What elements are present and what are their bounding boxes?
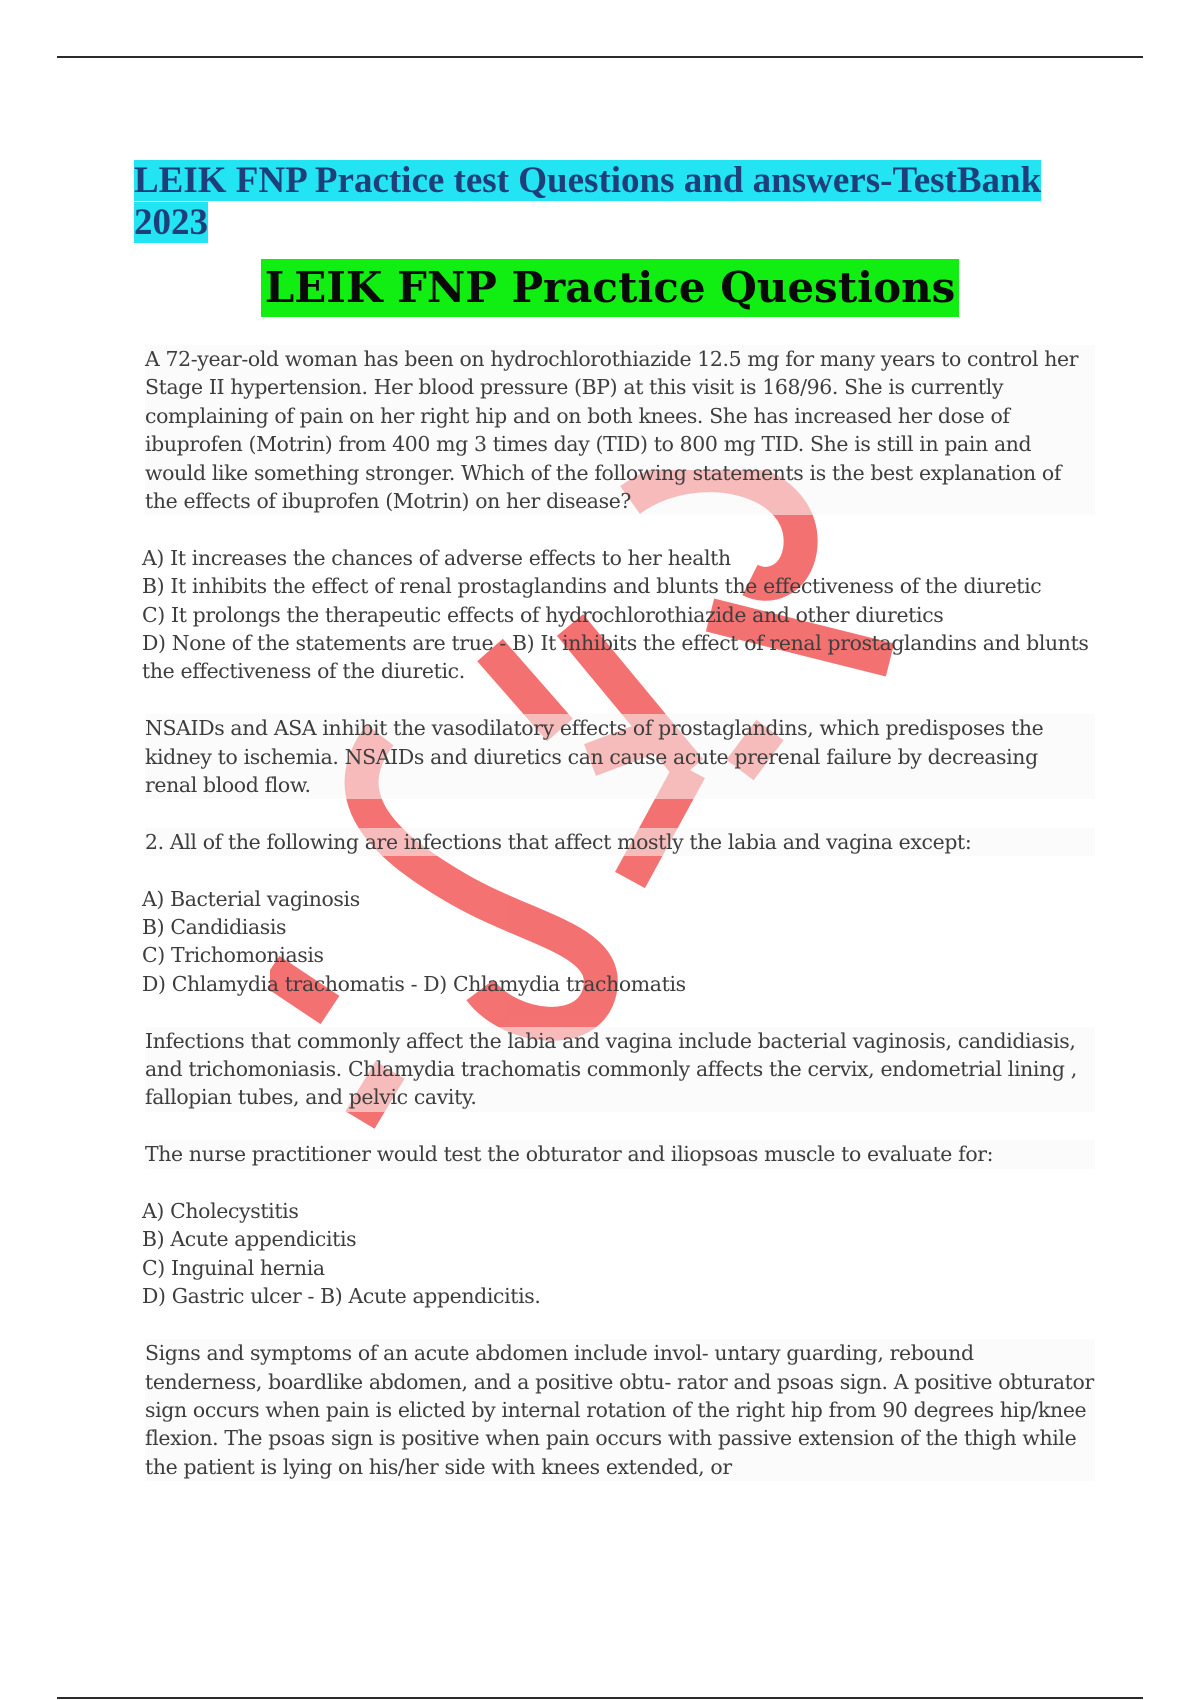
question-stem: The nurse practitioner would test the obturator and iliopsoas muscle to evaluate for: [145,1140,1095,1168]
question-stem: A 72-year-old woman has been on hydrochlorothiazide 12.5 mg for many years to control her Stage II hypertension. Her blood pressure (BP) at this visit is 168/96. She is currently complaining of pain on her right hip and on both knees. She has increased her dose of ibuprofen (Motrin) from 400 mg 3 times day (TID) to 800 mg TID. She is still in pain and would like something stronger. Which of the following statements is the best explanation of the effects of ibuprofen (Motrin) on her disease? [145,345,1095,515]
main-heading-wrap [0,259,1200,317]
option-item: C) Inguinal hernia [142,1255,325,1280]
title-block [134,160,1074,244]
option-item: A) Bacterial vaginosis [142,886,360,911]
explanation-text: Infections that commonly affect the labia and vagina include bacterial vaginosis, candidiasis, and trichomoniasis. Chlamydia trachomatis commonly affects the cervix, endometrial lining , fallopian tubes, and pelvic cavity. [145,1027,1095,1112]
document-title-line2: 2023 [134,202,208,243]
option-item: D) None of the statements are true - B) It inhibits the effect of renal prostaglandins and blunts the effectiveness of the diuretic. [142,631,1089,684]
option-item: B) Acute appendicitis [142,1227,357,1252]
document-title-line1: LEIK FNP Practice test Questions and answers-TestBank [134,160,1042,201]
bottom-rule [57,1697,1143,1699]
main-heading: LEIK FNP Practice Questions [261,259,960,317]
option-item: B) Candidiasis [142,915,287,940]
top-rule [57,56,1143,58]
option-item: C) Trichomoniasis [142,943,324,968]
option-item: B) It inhibits the effect of renal prostaglandins and blunts the effectiveness of the diuretic [142,574,1042,599]
option-list [142,1197,1095,1311]
document-title [134,160,1074,244]
questions-content [142,345,1095,1510]
option-list [142,885,1095,999]
question-stem: 2. All of the following are infections that affect mostly the labia and vagina except: [145,828,1095,856]
option-item: D) Gastric ulcer - B) Acute appendicitis. [142,1284,541,1309]
option-item: A) Cholecystitis [142,1199,299,1224]
explanation-text: Signs and symptoms of an acute abdomen include invol- untary guarding, rebound tenderness, boardlike abdomen, and a positive obtu- rator and psoas sign. A positive obturator sign occurs when pain is elicted by internal rotation of the right hip from 90 degrees hip/knee flexion. The psoas sign is positive when pain occurs with passive extension of the thigh while the patient is lying on his/her side with knees extended, or [145,1339,1095,1481]
explanation-text: NSAIDs and ASA inhibit the vasodilatory effects of prostaglandins, which predisposes the kidney to ischemia. NSAIDs and diuretics can cause acute prerenal failure by decreasing renal blood flow. [145,714,1095,799]
option-list [142,544,1095,686]
option-item: C) It prolongs the therapeutic effects of hydrochlorothiazide and other diuretics [142,602,944,627]
option-item: A) It increases the chances of adverse effects to her health [142,545,731,570]
option-item: D) Chlamydia trachomatis - D) Chlamydia trachomatis [142,971,686,996]
